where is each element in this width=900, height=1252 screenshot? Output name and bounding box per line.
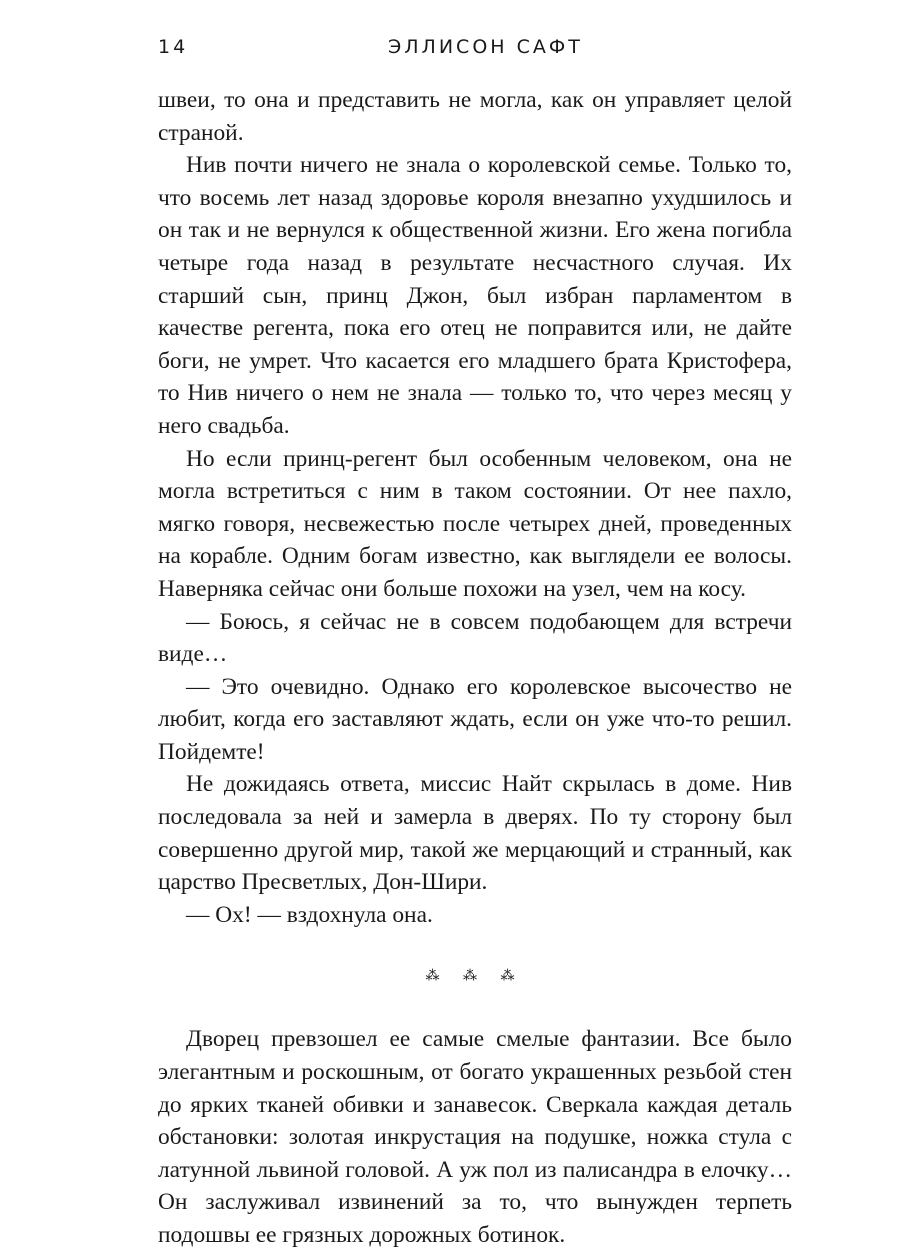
- dialogue-line: — Это очевидно. Однако его королевское высочество не любит, когда его заставляют ждать, если он уже что-то решил. Пойдемте!: [158, 673, 792, 765]
- dialogue-line: — Ох! — вздохнула она.: [186, 901, 433, 928]
- paragraph: швеи, то она и представить не могла, как он управляет целой страной.: [158, 87, 792, 146]
- body-text: [158, 84, 792, 1252]
- paragraph: Но если принц-регент был особенным человеком, она не могла встретиться с ним в таком состоянии. От нее пахло, мягко говоря, несвежестью после четырех дней, проведенных на корабле. Одним богам известно, как выглядели ее волосы. Наверняка сейчас они больше похожи на узел, чем на косу.: [158, 445, 792, 602]
- section-divider: ⁂ ⁂ ⁂: [425, 969, 525, 985]
- paragraph: Дворец превзошел ее самые смелые фантазии. Все было элегантным и роскошным, от богато украшенных резьбой стен до ярких тканей обивки и занавесок. Сверкала каждая деталь обстановки: золотая инкрустация на подушке, ножка стула с латунной львиной головой. А уж пол из палисандра в елочку… Он заслуживал извинений за то, что вынужден терпеть подошвы ее грязных дорожных ботинок.: [158, 1026, 792, 1248]
- dialogue-line: — Боюсь, я сейчас не в совсем подобающем для встречи виде…: [158, 608, 792, 668]
- running-title: ЭЛЛИСОН САФТ: [388, 36, 583, 58]
- page-header: [158, 36, 792, 62]
- paragraph: Не дожидаясь ответа, миссис Найт скрылась в доме. Нив последовала за ней и замерла в дверях. По ту сторону был совершенно другой мир, такой же мерцающий и странный, как царство Пресветлых, Дон-Шири.: [158, 771, 792, 896]
- page-number: 14: [158, 36, 189, 58]
- book-page: [158, 36, 792, 1252]
- paragraph: Нив почти ничего не знала о королевской семье. Только то, что восемь лет назад здоровье короля внезапно ухудшилось и он так и не вернулся к общественной жизни. Его жена погибла четыре года назад в результате несчастного случая. Их старший сын, принц Джон, был избран парламентом в качестве регента, пока его отец не поправится или, не дайте боги, не умрет. Что касается его младшего брата Кристофера, то Нив ничего о нем не знала — только то, что через месяц у него свадьба.: [158, 152, 792, 439]
